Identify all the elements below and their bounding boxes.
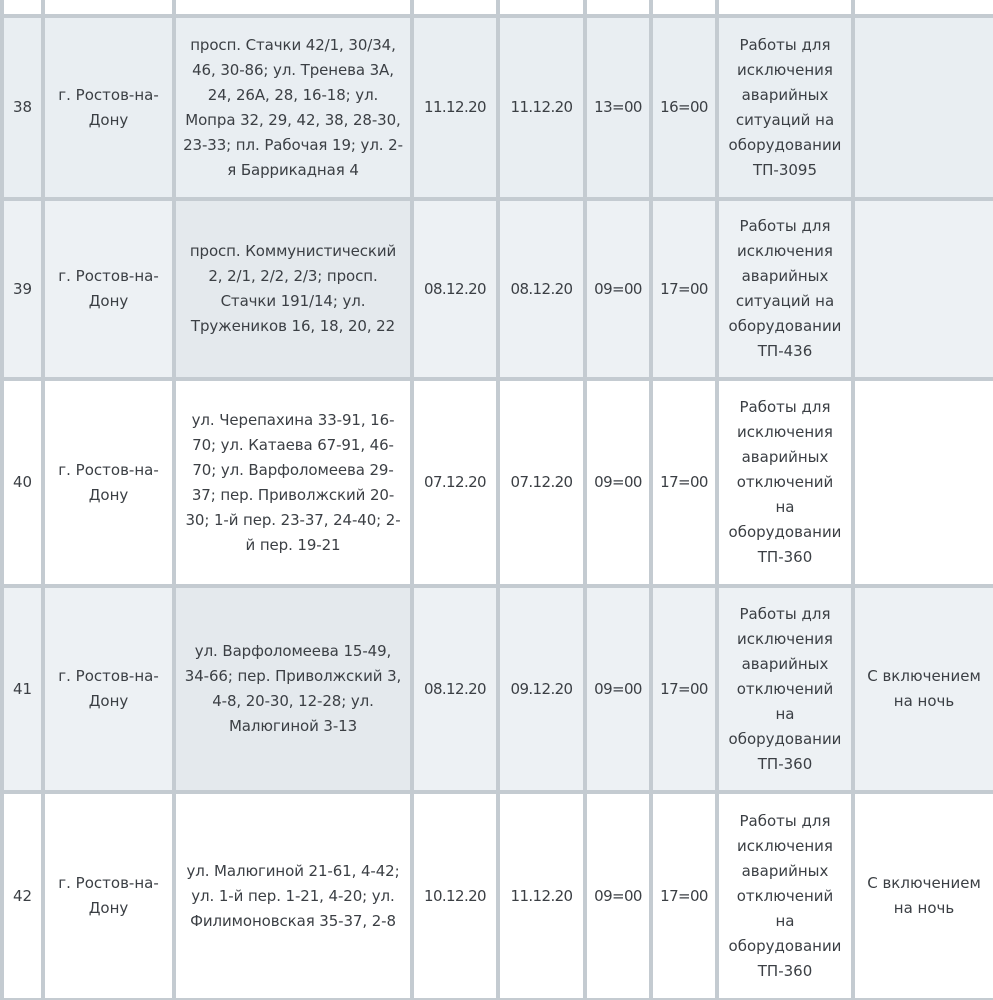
- date-end-cell: 07.12.20: [498, 379, 585, 586]
- table-row: [2, 586, 993, 792]
- city-cell: г. Ростов-на-Дону: [43, 792, 174, 1000]
- city-cell: г. Ростов-на-Дону: [43, 379, 174, 586]
- date-end-cell: 09.12.20: [498, 586, 585, 792]
- date-end-cell: 11.12.20: [498, 792, 585, 1000]
- table-row: [2, 199, 993, 379]
- time-end-cell: 17=00: [651, 792, 717, 1000]
- table-row: [2, 16, 993, 199]
- row-number: 40: [2, 379, 43, 586]
- address-cell: ул. Малюгиной 21-61, 4-42; ул. 1-й пер. 1-21, 4-20; ул. Филимоновская 35-37, 2-8: [174, 792, 412, 1000]
- time-end-cell: 16=00: [651, 16, 717, 199]
- row-number: 38: [2, 16, 43, 199]
- time-start-cell: 09=00: [585, 586, 651, 792]
- note-cell: С включением на ночь: [853, 586, 993, 792]
- date-start-cell: 08.12.20: [412, 199, 498, 379]
- work-description-cell: Работы для исключения аварийных ситуаций на оборудовании ТП-436: [717, 199, 853, 379]
- row-number: 42: [2, 792, 43, 1000]
- note-cell: [853, 16, 993, 199]
- address-cell: ул. Варфоломеева 15-49, 34-66; пер. Приволжский 3, 4-8, 20-30, 12-28; ул. Малюгиной 3-13: [174, 586, 412, 792]
- time-start-cell: 09=00: [585, 379, 651, 586]
- table-cell: [498, 0, 585, 16]
- table-row-partial-top: [2, 0, 993, 16]
- time-start-cell: 09=00: [585, 199, 651, 379]
- date-start-cell: 11.12.20: [412, 16, 498, 199]
- note-cell: [853, 199, 993, 379]
- table-row: [2, 792, 993, 1000]
- work-description-cell: Работы для исключения аварийных отключений на оборудовании ТП-360: [717, 586, 853, 792]
- date-start-cell: 08.12.20: [412, 586, 498, 792]
- note-cell: [853, 379, 993, 586]
- city-cell: г. Ростов-на-Дону: [43, 199, 174, 379]
- work-description-cell: Работы для исключения аварийных ситуаций на оборудовании ТП-3095: [717, 16, 853, 199]
- date-end-cell: 08.12.20: [498, 199, 585, 379]
- city-cell: г. Ростов-на-Дону: [43, 586, 174, 792]
- table-cell: [412, 0, 498, 16]
- table-cell: [853, 0, 993, 16]
- time-start-cell: 13=00: [585, 16, 651, 199]
- work-description-cell: Работы для исключения аварийных отключений на оборудовании ТП-360: [717, 792, 853, 1000]
- address-cell: просп. Коммунистический 2, 2/1, 2/2, 2/3; просп. Стачки 191/14; ул. Тружеников 16, 18, 20, 22: [174, 199, 412, 379]
- date-start-cell: 07.12.20: [412, 379, 498, 586]
- note-cell: С включением на ночь: [853, 792, 993, 1000]
- date-start-cell: 10.12.20: [412, 792, 498, 1000]
- table-cell: [717, 0, 853, 16]
- table-cell: [2, 0, 43, 16]
- table-cell: [651, 0, 717, 16]
- table-row: [2, 379, 993, 586]
- work-description-cell: Работы для исключения аварийных отключений на оборудовании ТП-360: [717, 379, 853, 586]
- date-end-cell: 11.12.20: [498, 16, 585, 199]
- city-cell: г. Ростов-на-Дону: [43, 16, 174, 199]
- row-number: 39: [2, 199, 43, 379]
- time-end-cell: 17=00: [651, 199, 717, 379]
- address-cell: ул. Черепахина 33-91, 16-70; ул. Катаева 67-91, 46-70; ул. Варфоломеева 29-37; пер. Приволжский 20-30; 1-й пер. 23-37, 24-40; 2-й пер. 19-21: [174, 379, 412, 586]
- address-cell: просп. Стачки 42/1, 30/34, 46, 30-86; ул. Тренева 3А, 24, 26А, 28, 16-18; ул. Мопра 32, 29, 42, 38, 28-30, 23-33; пл. Рабочая 19; ул. 2-я Баррикадная 4: [174, 16, 412, 199]
- table-cell: [174, 0, 412, 16]
- time-end-cell: 17=00: [651, 586, 717, 792]
- table-cell: [585, 0, 651, 16]
- row-number: 41: [2, 586, 43, 792]
- table-cell: [43, 0, 174, 16]
- time-end-cell: 17=00: [651, 379, 717, 586]
- time-start-cell: 09=00: [585, 792, 651, 1000]
